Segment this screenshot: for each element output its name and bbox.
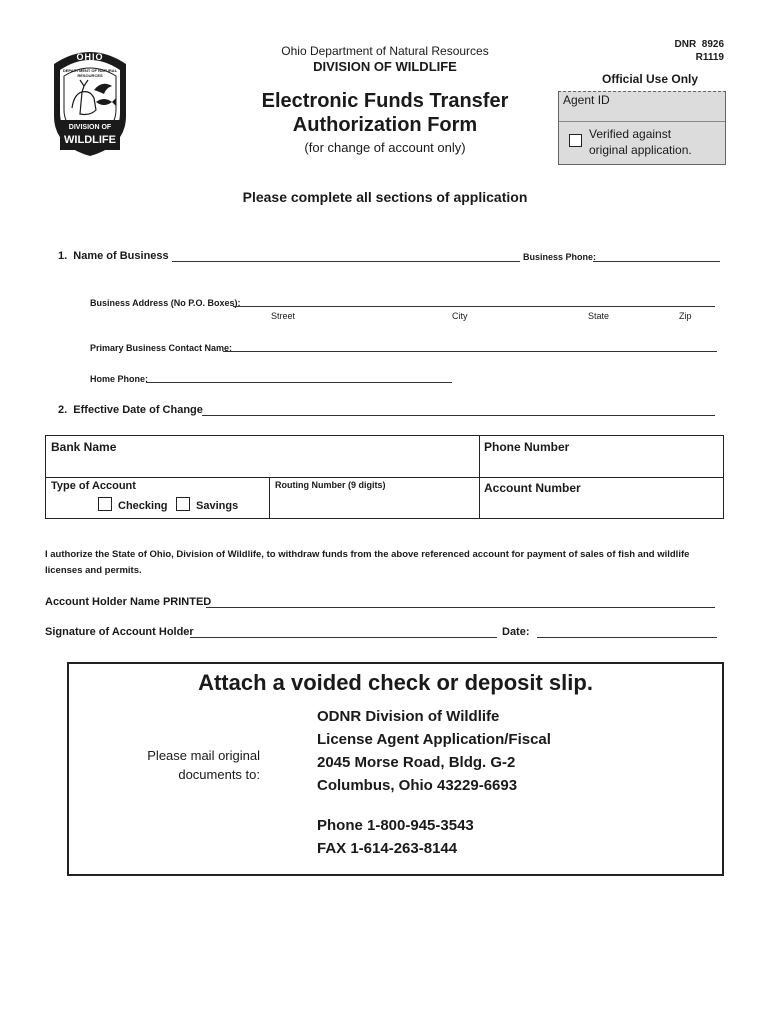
business-name-line[interactable] — [172, 261, 520, 262]
account-number-label: Account Number — [484, 481, 581, 495]
form-title-line2: Authorization Form — [292, 114, 478, 136]
home-phone-line[interactable] — [146, 382, 452, 383]
form-number: DNR 8926 — [674, 39, 724, 50]
official-use-heading: Official Use Only — [602, 72, 699, 86]
verified-checkbox[interactable] — [569, 134, 582, 147]
mail-address-line3: 2045 Morse Road, Bldg. G-2 — [317, 754, 516, 771]
type-of-account-label: Type of Account — [51, 480, 136, 492]
checking-option[interactable] — [98, 497, 168, 512]
mailing-info-box — [67, 662, 724, 876]
business-phone-label: Business Phone: — [523, 252, 597, 262]
phone-number-label: Phone Number — [484, 440, 570, 454]
agent-id-label: Agent ID — [563, 93, 610, 107]
contact-name-line[interactable] — [223, 351, 717, 352]
logo-bottom-line1: DIVISION OF — [68, 124, 112, 131]
checking-label: Checking — [118, 500, 168, 512]
official-use-box — [558, 91, 726, 165]
agency-name: Ohio Department of Natural Resources — [281, 44, 489, 58]
logo-top-text: OHIO — [76, 52, 104, 62]
savings-option[interactable] — [176, 497, 238, 512]
mail-instruction-line1: Please mail original — [147, 748, 260, 763]
signature-label: Signature of Account Holder — [45, 626, 194, 638]
bank-name-label: Bank Name — [51, 440, 117, 454]
voided-check-heading: Attach a voided check or deposit slip. — [198, 670, 593, 695]
home-phone-label: Home Phone: — [90, 374, 149, 384]
street-caption: Street — [271, 311, 296, 321]
date-line[interactable] — [537, 637, 717, 638]
mail-address-line2: License Agent Application/Fiscal — [317, 731, 551, 748]
division-of-wildlife-logo — [44, 46, 136, 158]
verified-label-line2: original application. — [589, 143, 692, 157]
logo-bottom-line2: WILDLIFE — [64, 134, 116, 146]
holder-name-label: Account Holder Name PRINTED — [45, 596, 212, 608]
savings-checkbox[interactable] — [176, 497, 190, 511]
mail-address-line1: ODNR Division of Wildlife — [317, 708, 500, 725]
checking-checkbox[interactable] — [98, 497, 112, 511]
mail-instruction-line2: documents to: — [178, 767, 260, 782]
zip-caption: Zip — [679, 311, 692, 321]
bank-table — [45, 435, 724, 519]
business-address-label: Business Address (No P.O. Boxes): — [90, 298, 241, 308]
state-caption: State — [588, 311, 610, 321]
form-subtitle: (for change of account only) — [304, 140, 466, 155]
effective-date-line[interactable] — [202, 415, 715, 416]
business-phone-line[interactable] — [593, 261, 720, 262]
verified-label-line1: Verified against — [589, 127, 672, 141]
date-label: Date: — [502, 626, 530, 638]
savings-label: Savings — [196, 500, 239, 512]
routing-number-label: Routing Number (9 digits) — [275, 480, 386, 490]
contact-phone: Phone 1-800-945-3543 — [317, 817, 474, 834]
contact-name-label: Primary Business Contact Name: — [90, 343, 233, 353]
logo-arc-text: DEPARTMENT OF NATURAL RESOURCES — [62, 68, 118, 78]
city-caption: City — [452, 311, 468, 321]
business-address-line[interactable] — [233, 306, 715, 307]
form-revision: R1119 — [695, 52, 724, 63]
holder-name-line[interactable] — [206, 607, 715, 608]
signature-line[interactable] — [190, 637, 497, 638]
form-title-line1: Electronic Funds Transfer — [261, 90, 509, 112]
business-name-label: 1. Name of Business — [58, 250, 169, 262]
division-name: DIVISION OF WILDLIFE — [313, 59, 457, 74]
mail-address-line4: Columbus, Ohio 43229-6693 — [317, 777, 518, 794]
effective-date-label: 2. Effective Date of Change — [58, 404, 203, 416]
instructions-heading: Please complete all sections of application — [242, 189, 528, 205]
contact-fax: FAX 1-614-263-8144 — [317, 840, 458, 857]
authorization-text: I authorize the State of Ohio, Division of Wildlife, to withdraw funds from the above referenced account for payment of sales of fish and wildlife licenses and permits. — [45, 549, 690, 576]
